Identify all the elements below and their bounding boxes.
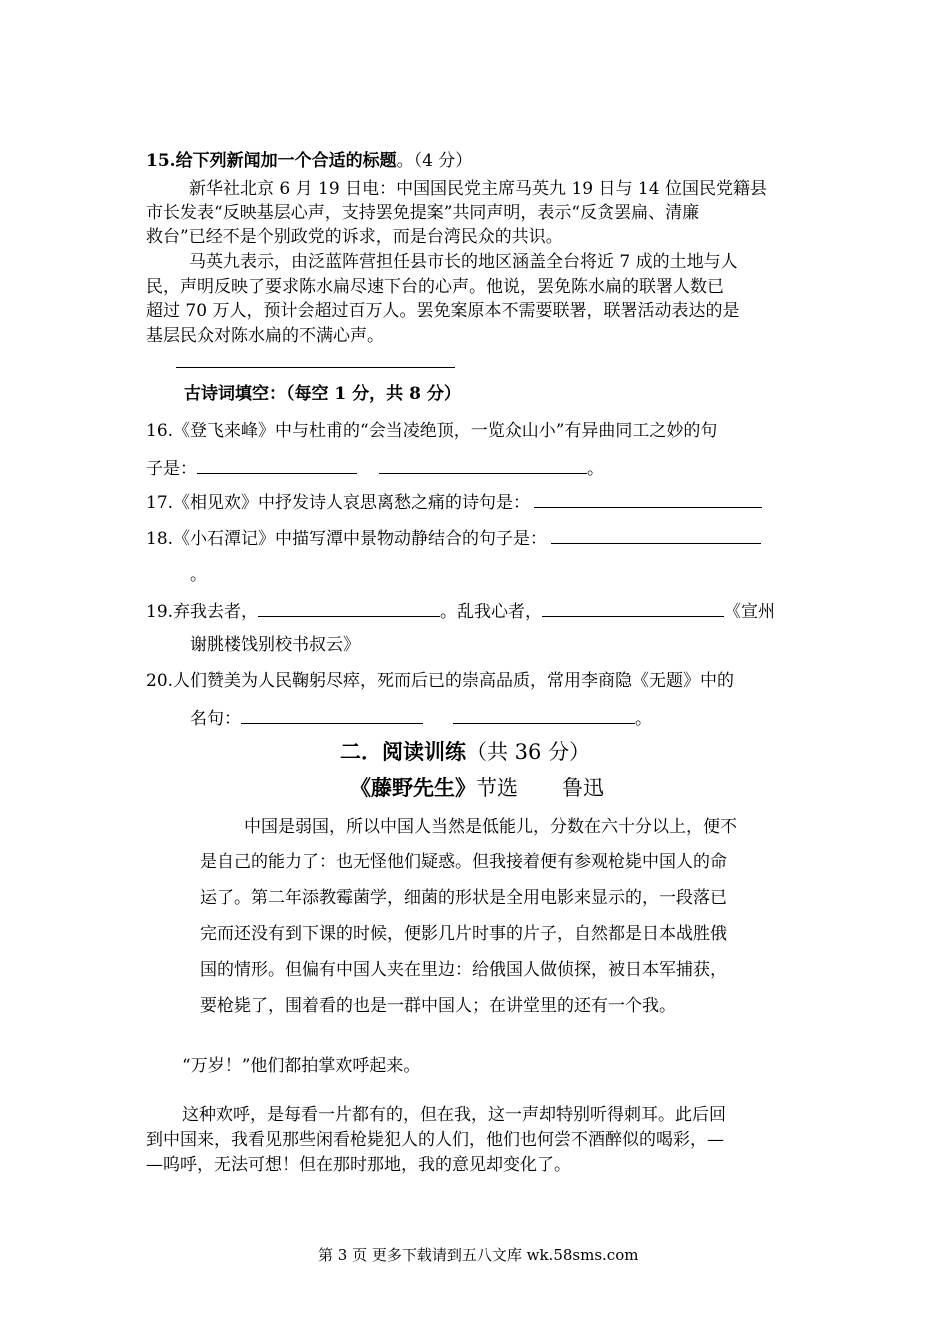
q15-line-7: 基层民众对陈水扁的不满心声。 [146, 326, 384, 346]
para3-line-3: —呜呼，无法可想！但在那时那地，我的意见却变化了。 [146, 1155, 571, 1175]
page-footer: 第 3 页 更多下载请到五八文库 wk.58sms.com [318, 1246, 639, 1264]
work-excerpt: 节选 [476, 776, 518, 800]
para3-line-2: 到中国来，我看见那些闲看枪毙犯人的人们，他们也何尝不酒醉似的喝彩，— [146, 1130, 724, 1150]
q16-blank-2[interactable] [379, 455, 587, 474]
reading-section-title [340, 738, 590, 766]
para3-line-1: 这种欢呼，是每看一片都有的，但在我，这一声却特别听得刺耳。此后回 [182, 1105, 726, 1125]
q19-prompt-a: 19.弃我去者， [146, 602, 259, 622]
q18-end: 。 [190, 565, 207, 585]
q19-line-2: 谢朓楼饯别校书叔云》 [190, 635, 360, 655]
q17-blank[interactable] [534, 489, 762, 508]
para1-line-1: 中国是弱国，所以中国人当然是低能儿，分数在六十分以上，便不 [244, 817, 737, 837]
para1-line-5: 国的情形。但偏有中国人夹在里边：给俄国人做侦探，被日本军捕获， [200, 960, 727, 980]
q19-prompt-b: 。乱我心者， [440, 602, 543, 622]
q19-blank-2[interactable] [542, 598, 724, 617]
q16-prompt: 子是： [146, 459, 197, 479]
q15-score: 。（4 分） [396, 151, 473, 171]
q20-blank-1[interactable] [241, 705, 423, 724]
para2: “万岁！”他们都拍掌欢呼起来。 [182, 1056, 421, 1076]
q16-end: 。 [587, 459, 604, 479]
reading-section-score: （共 36 分） [466, 740, 591, 764]
q20-end: 。 [635, 709, 652, 729]
work-author: 鲁迅 [562, 776, 604, 800]
poetry-heading: 古诗词填空：（每空 1 分，共 8 分） [184, 384, 461, 404]
para1-line-6: 要枪毙了，围着看的也是一群中国人；在讲堂里的还有一个我。 [200, 996, 676, 1016]
q19-prompt-c: 《宣州 [724, 602, 776, 622]
q18-prompt: 18.《小石潭记》中描写潭中景物动静结合的句子是： [146, 529, 548, 549]
para1-line-3: 运了。第二年添教霉菌学，细菌的形状是全用电影来显示的，一段落已 [200, 888, 727, 908]
q16-line-1: 16.《登飞来峰》中与杜甫的“会当凌绝顶，一览众山小”有异曲同工之妙的句 [146, 421, 718, 441]
q15-line-3: 救台”已经不是个别政党的诉求，而是台湾民众的共识。 [146, 227, 563, 247]
q19-line-1 [146, 598, 775, 624]
q16-line-2 [146, 455, 604, 481]
q15-line-1: 新华社北京 6 月 19 日电：中国国民党主席马英九 19 日与 14 位国民党籍县 [189, 179, 767, 199]
q20-line-2 [190, 705, 652, 731]
q15-title: 15.给下列新闻加一个合适的标题 [146, 151, 397, 171]
work-title: 《藤野先生》 [350, 775, 476, 800]
reading-section-title-main: 二．阅读训练 [340, 739, 466, 764]
q20-prompt: 名句： [190, 709, 241, 729]
q15-line-4: 马英九表示，由泛蓝阵营担任县市长的地区涵盖全台将近 7 成的土地与人 [189, 252, 738, 272]
q17-line [146, 489, 762, 515]
para1-line-4: 完而还没有到下课的时候，便影几片时事的片子，自然都是日本战胜俄 [200, 924, 727, 944]
work-heading [350, 774, 604, 802]
q15-heading [146, 149, 472, 173]
q17-prompt: 17.《相见欢》中抒发诗人哀思离愁之痛的诗句是： [146, 493, 531, 513]
q16-blank-1[interactable] [197, 455, 357, 474]
q15-answer-line[interactable] [176, 367, 455, 368]
q15-line-5: 民，声明反映了要求陈水扁尽速下台的心声。他说，罢免陈水扁的联署人数已 [146, 277, 724, 297]
q19-blank-1[interactable] [258, 598, 440, 617]
para1-line-2: 是自己的能力了：也无怪他们疑惑。但我接着便有参观枪毙中国人的命 [200, 852, 727, 872]
q15-line-2: 市长发表“反映基层心声，支持罢免提案”共同声明，表示“反贪罢扁、清廉 [146, 203, 700, 223]
q15-line-6: 超过 70 万人，预计会超过百万人。罢免案原本不需要联署，联署活动表达的是 [146, 301, 740, 321]
q18-line [146, 525, 761, 551]
q20-line-1: 20.人们赞美为人民鞠躬尽瘁，死而后已的崇高品质，常用李商隐《无题》中的 [146, 671, 735, 691]
q18-blank[interactable] [551, 525, 761, 544]
q20-blank-2[interactable] [453, 705, 635, 724]
